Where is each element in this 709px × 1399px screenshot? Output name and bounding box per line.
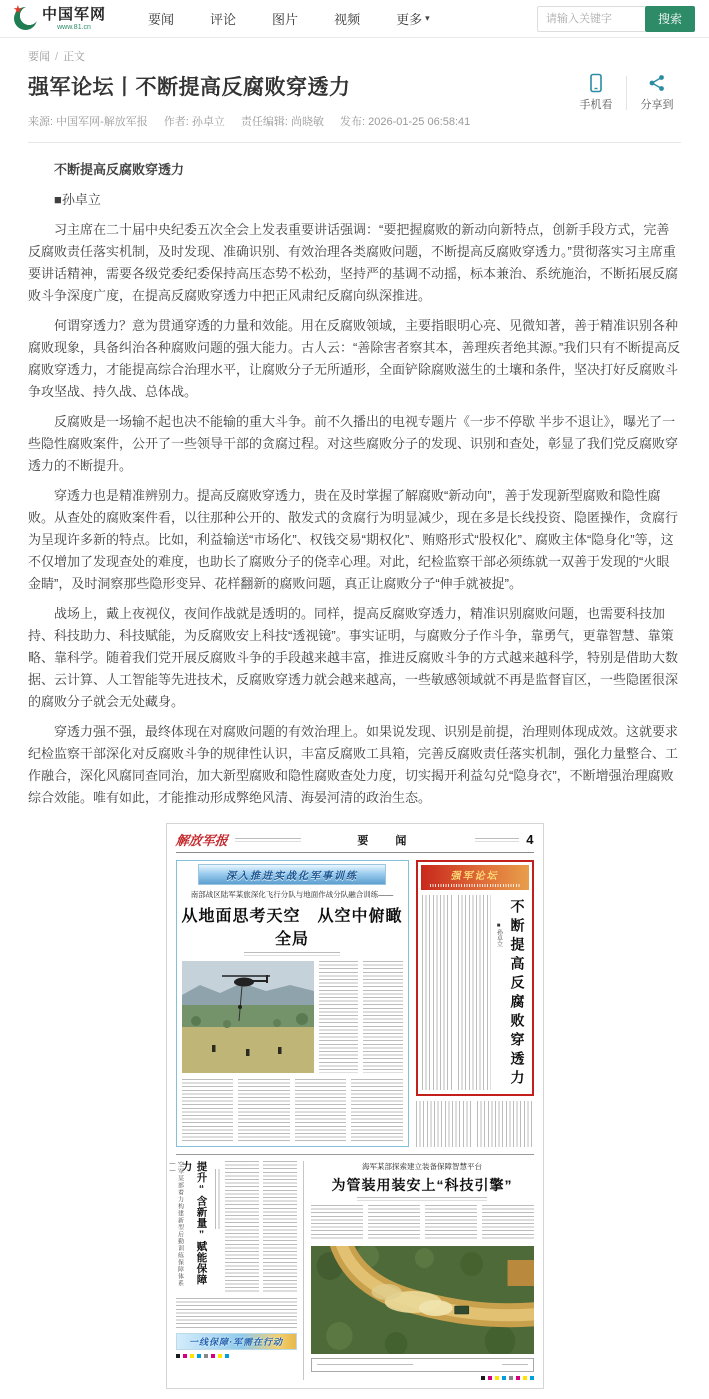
article-header-left [28,71,470,129]
newspaper-bottom-right-headline: 为管装用装安上“科技引擎” [331,1177,513,1193]
article-paragraph: 战场上，戴上夜视仪，夜间作战就是透明的。同样，提高反腐败穿透力，精准识别腐败问题，也需要科技加持、科技助力、科技赋能，为反腐败安上科技“透视镜”。事实证明，与腐败分子作斗争，靠勇气，更靠智慧、靠策略、靠科学。随着我们党开展反腐败斗争的手段越来越丰富，推进反腐败斗争的方式越来越科学，特别是借助大数据、云计算、人工智能等先进技术，反腐败穿透力就会越来越高，一些敏感领域就不再是监督盲区，一些隐匿很深的腐败分子就会无处藏身。 [28,606,679,709]
newsprint-text-block [475,838,519,842]
breadcrumb [28,48,681,64]
newsprint-text-block [416,1101,473,1147]
newspaper-bottom-right-columns [311,1205,534,1241]
newspaper-lead-story [176,860,409,1147]
newsprint-text-block [317,1364,413,1367]
newsprint-text-block [482,1205,534,1241]
breadcrumb-current: 正文 [63,51,86,63]
registration-dot [211,1354,215,1358]
newsprint-text-block [425,1205,477,1241]
site-name: 中国军网 [42,5,107,23]
newspaper-lead-banner: 深入推进实战化军事训练 [198,864,386,885]
newspaper-forum-text-columns [422,895,491,1090]
page-title: 强军论坛丨不断提高反腐败穿透力 [28,76,351,99]
newsprint-text-block [430,884,520,887]
newsprint-text-block [244,952,340,956]
registration-dot [509,1376,513,1380]
print-registration-marks [176,1354,297,1358]
breadcrumb-link-news[interactable]: 要闻 [28,51,50,63]
main-nav [148,9,430,28]
newspaper-image-wrap [28,823,681,1389]
newsprint-text-block [225,1161,259,1293]
newspaper-bottom-row [169,1154,534,1380]
article-actions [572,73,681,112]
mountain-road-convoy-photo [311,1246,534,1354]
newspaper-footer-banner: 一线保障·军需在行动 [176,1333,297,1350]
newspaper-forum-continuation [416,1101,534,1147]
search-bar [537,6,695,32]
article-paragraph: 反腐败是一场输不起也决不能输的重大斗争。前不久播出的电视专题片《一步不停歇 半步不退让》，曝光了一些隐性腐败案件，公开了一些领导干部的贪腐过程。对这些腐败分子的发现、识别和查处，彰显了我们党反腐败穿透力的不断提升。 [28,414,679,473]
newspaper-bottom-left-story [169,1161,304,1380]
newsprint-text-block [238,1079,290,1141]
newsprint-text-block [176,1298,297,1328]
newsprint-text-block [311,1205,363,1241]
nav-item-news[interactable]: 要闻 [148,12,175,27]
meta-source: 来源: 中国军网-解放军报 [28,116,148,128]
registration-dot [488,1376,492,1380]
article-paragraph: 何谓穿透力？意为贯通穿透的力量和效能。用在反腐败领域，主要指眼明心亮、见微知著，善于精准识别各种腐败现象，具备纠治各种腐败问题的强大能力。古人云：“善除害者察其本，善理疾者绝其源。”我们只有不断提高反腐败穿透力，才能提高综合治理水平，让腐败分子无所遁形，全面铲除腐败滋生的土壤和条件，坚决打好反腐败斗争攻坚战、持久战、总体战。 [28,318,681,399]
nav-item-more[interactable] [396,9,430,28]
registration-dot [481,1376,485,1380]
newspaper-lead-headline: 从地面思考天空 从空中俯瞰全局 [181,908,403,948]
share-icon [648,73,666,93]
newspaper-image [166,823,544,1389]
newsprint-text-block [477,1101,534,1147]
nav-more-label: 更多 [396,12,423,27]
registration-dot [190,1354,194,1358]
registration-dot [495,1376,499,1380]
newspaper-bottom-left-columns [225,1161,297,1293]
newspaper-bottom-left-kicker: 空军某部着力构建新型后勤训练保障体系—— [169,1161,183,1287]
nav-item-photo[interactable]: 图片 [272,12,299,27]
article-body [28,159,681,1389]
registration-dot [204,1354,208,1358]
mobile-phone-icon [588,73,604,93]
helicopter-training-photo [182,961,314,1073]
breadcrumb-separator: / [55,51,59,63]
newspaper-lead-kicker: 南部战区陆军某旅深化飞行分队与地面作战分队融合训练—— [190,890,394,899]
article-paragraph: 习主席在二十届中央纪委五次全会上发表重要讲话强调：“要把握腐败的新动向新特点，创新手段方式，完善反腐败责任落实机制，及时发现、准确识别、有效治理各类腐败问题，不断提高反腐败穿透力。”贯彻落实习主席重要讲话精神，需要各级党委纪委保持高压态势不松劲，坚持严的基调不动摇，标本兼治、系统施治，不断拓展反腐败斗争深度广度，在提高反腐败穿透力中把正风肃纪反腐向纵深推进。 [28,222,679,303]
article-paragraph: 穿透力强不强，最终体现在对腐败问题的有效治理上。如果说发现、识别是前提，治理则体现成效。这就要求纪检监察干部深化对反腐败斗争的规律性认识，丰富反腐败工具箱，完善反腐败责任落实机制，强化力量整合、工作融合，深化风腐同查同治，加大新型腐败和隐性腐败查处力度，切实揭开利益勾兑“隐身衣”，不断增强治理腐败综合效能。唯有如此，才能推动形成弊绝风清、海晏河清的政治生态。 [28,724,679,805]
registration-dot [176,1354,180,1358]
site-url: www.81.cn [57,23,91,31]
newspaper-section-title: 要 闻 [357,834,419,847]
newspaper-lead-text-columns [182,1079,403,1141]
registration-dot [225,1354,229,1358]
newsprint-text-block [215,1169,220,1229]
star-icon: ★ [13,4,23,16]
meta-publish-time: 发布: 2026-01-25 06:58:41 [340,116,471,128]
newspaper-forum-banner-title: 强军论坛 [450,871,499,882]
photo-caption-box [311,1358,534,1372]
article-byline: ■孙卓立 [54,192,101,207]
newspaper-page-number: 4 [526,832,534,847]
newsprint-text-block [458,895,491,1090]
mobile-view-label: 手机看 [579,99,613,111]
search-button[interactable]: 搜索 [645,6,695,32]
meta-editor: 责任编辑: 尚晓敏 [240,116,325,128]
newspaper-bottom-left-head [169,1161,297,1293]
nav-item-video[interactable]: 视频 [334,12,361,27]
article-inner-heading: 不断提高反腐败穿透力 [54,162,185,177]
newsprint-text-block [422,895,455,1090]
registration-dot [218,1354,222,1358]
newsprint-text-block [502,1364,528,1367]
newspaper-forum-column [416,860,534,1147]
registration-dot [502,1376,506,1380]
mobile-view-button[interactable] [572,73,620,112]
registration-dot [530,1376,534,1380]
newspaper-forum-content [421,894,529,1091]
share-label: 分享到 [640,99,674,111]
newspaper-main-row [176,860,534,1147]
print-registration-marks [311,1376,534,1380]
site-logo-icon [13,4,37,30]
newsprint-text-block [363,961,403,1073]
meta-author: 作者: 孙卓立 [163,116,225,128]
registration-dot [516,1376,520,1380]
registration-dot [197,1354,201,1358]
newsprint-text-block [235,838,301,842]
newsprint-text-block [263,1161,297,1293]
newspaper-forum-byline: ■孙卓立 [495,923,502,947]
nav-item-comment[interactable]: 评论 [210,12,237,27]
site-header [0,0,709,38]
newsprint-text-block [295,1079,347,1141]
newsprint-text-block [351,1079,403,1141]
newspaper-bottom-right-kicker: 海军某部探索建立装备保障智慧平台 [362,1162,482,1171]
newspaper-bottom-right-story [311,1161,534,1380]
newsprint-text-block [319,961,359,1073]
site-logo[interactable] [13,4,107,31]
newspaper-forum-vertical-title: 不断提高反腐败穿透力 [509,899,526,1089]
newsprint-text-block [182,1079,234,1141]
chevron-down-icon: ▾ [425,13,430,23]
registration-dot [523,1376,527,1380]
search-input[interactable] [537,6,645,32]
article-meta [28,113,470,129]
newsprint-text-block [368,1205,420,1241]
newspaper-bottom-left-headline: 提升“含新量”赋能保障力 [180,1161,208,1285]
newspaper-lead-photo-row [182,961,403,1073]
site-logo-text [42,7,106,31]
actions-divider [626,76,627,110]
share-button[interactable] [633,73,681,112]
newspaper-forum-box [416,860,534,1096]
newspaper-forum-banner [421,865,529,890]
article-paragraph: 穿透力也是精准辨别力。提高反腐败穿透力，贵在及时掌握了解腐败“新动向”，善于发现新型腐败和隐性腐败。从查处的腐败案件看，以往那种公开的、散发式的贪腐行为明显减少，现在多是长线投资、隐匿操作，贪腐行为呈现许多新的特点。比如，利益输送“市场化”、权钱交易“期权化”、贿赂形式“股权化”、腐败主体“隐身化”等，这不仅增加了发现查处的难度，也助长了腐败分子的侥幸心理。对此，纪检监察干部必须练就一双善于发现的“火眼金睛”，及时洞察那些隐形变异、花样翻新的腐败问题，真正让腐败分子“伸手就被捉”。 [28,488,679,591]
newspaper-masthead [176,830,534,853]
article-header [28,71,681,143]
registration-dot [183,1354,187,1358]
newsprint-text-block [357,1197,487,1201]
newspaper-brand: 解放军报 [174,833,229,848]
